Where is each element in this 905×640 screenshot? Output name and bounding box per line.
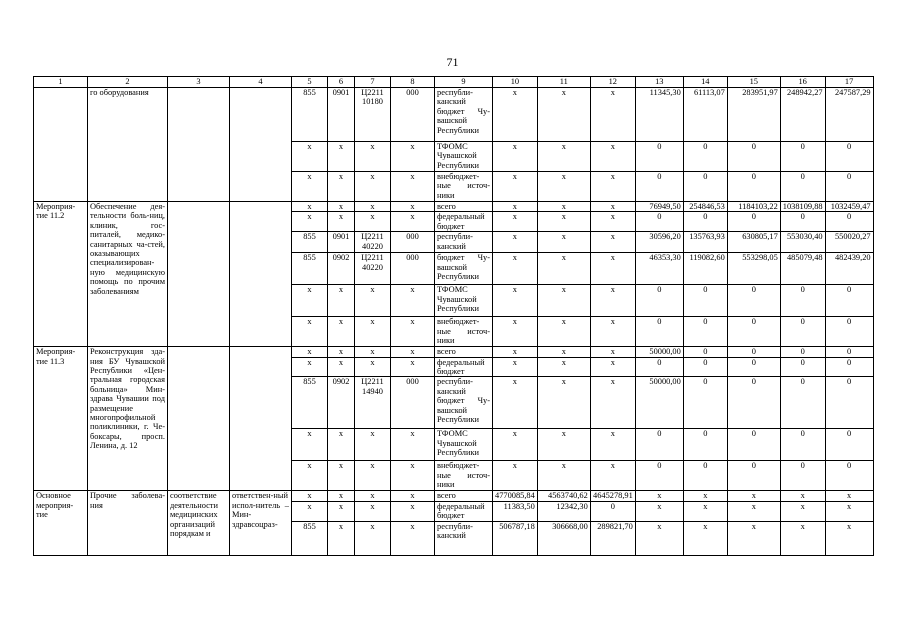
cell-col-17: 0 [825,317,873,347]
cell-col-14: 119082,60 [683,253,727,285]
cell-col-11: x [537,461,590,491]
cell-col-9: всего [435,347,493,357]
table-row [34,491,874,501]
cell-col-12: x [590,202,635,212]
cell-col-10: x [493,142,538,172]
measure-name-cell: Реконструкция зда-ния БУ Чувашской Республики «Цен-тральная городская больница» Мин-здрава Чувашии под размещение многопрофильной поликлиники, г. Че-боксары, просп. Ленина, д. 12 [88,347,168,491]
cell-col-10: x [493,212,538,232]
cell-col-10: x [493,347,538,357]
budget-table [33,76,874,556]
cell-col-17: 0 [825,347,873,357]
cell-col-16: 0 [780,347,825,357]
cell-col-13: 0 [635,142,683,172]
cell-col-11: 306668,00 [537,521,590,555]
cell-col-16: 0 [780,142,825,172]
header-cell: 7 [355,77,391,88]
header-cell: 12 [590,77,635,88]
cell-col-9: федеральный бюджет [435,212,493,232]
cell-col-6: x [328,317,355,347]
cell-col-6: x [328,212,355,232]
cell-col-11: x [537,172,590,202]
cell-col-12: 289821,70 [590,521,635,555]
cell-col-7: x [355,172,391,202]
header-cell: 16 [780,77,825,88]
cell-col-15: 0 [727,377,780,429]
cell-col-16: 0 [780,377,825,429]
cell-col-9: ТФОМС Чувашской Республики [435,285,493,317]
cell-col-7: x [355,317,391,347]
header-cell: 9 [435,77,493,88]
cell-col-8: x [391,285,435,317]
cell-col-13: 50000,00 [635,347,683,357]
cell-col-10: x [493,377,538,429]
cell-col-7: x [355,212,391,232]
cell-col-10: x [493,357,538,377]
cell-col-14: 0 [683,317,727,347]
header-cell: 14 [683,77,727,88]
responsible-cell: ответствен-ный испол-нитель – Мин-здравсоцраз- [230,491,292,555]
cell-col-14: 0 [683,285,727,317]
cell-col-11: x [537,317,590,347]
cell-col-7: x [355,521,391,555]
cell-col-6: x [328,172,355,202]
cell-col-7: x [355,347,391,357]
cell-col-17: 1032459,47 [825,202,873,212]
header-cell: 8 [391,77,435,88]
cell-col-10: x [493,317,538,347]
cell-col-13: x [635,521,683,555]
cell-col-8: x [391,521,435,555]
status-cell: Основное мероприя-тие [34,491,88,555]
cell-col-13: 50000,00 [635,377,683,429]
cell-col-14: 0 [683,429,727,461]
cell-col-5: 855 [292,88,328,142]
cell-col-10: x [493,285,538,317]
cell-col-5: 855 [292,232,328,253]
cell-col-12: x [590,172,635,202]
cell-col-5: x [292,491,328,501]
cell-col-12: x [590,232,635,253]
cell-col-6: 0902 [328,253,355,285]
goal-cell: соответствие деятельности медицинских организаций порядкам и [168,491,230,555]
header-cell: 3 [168,77,230,88]
cell-col-11: 12342,30 [537,501,590,521]
goal-cell [168,202,230,347]
cell-col-5: x [292,501,328,521]
cell-col-11: x [537,285,590,317]
cell-col-7: x [355,142,391,172]
cell-col-13: x [635,501,683,521]
status-cell [34,88,88,202]
cell-col-13: 0 [635,212,683,232]
cell-col-12: x [590,377,635,429]
cell-col-14: x [683,491,727,501]
cell-col-8: 000 [391,88,435,142]
cell-col-15: x [727,501,780,521]
cell-col-17: 0 [825,285,873,317]
goal-cell [168,88,230,202]
cell-col-10: x [493,429,538,461]
cell-col-16: 1038109,88 [780,202,825,212]
cell-col-6: x [328,501,355,521]
responsible-cell [230,347,292,491]
cell-col-7: Ц2211 40220 [355,232,391,253]
cell-col-17: 482439,20 [825,253,873,285]
cell-col-15: 0 [727,429,780,461]
cell-col-8: 000 [391,253,435,285]
cell-col-13: 11345,30 [635,88,683,142]
header-cell: 6 [328,77,355,88]
cell-col-14: 135763,93 [683,232,727,253]
cell-col-10: x [493,172,538,202]
cell-col-6: 0902 [328,377,355,429]
cell-col-14: 0 [683,347,727,357]
cell-col-6: x [328,142,355,172]
cell-col-12: x [590,347,635,357]
cell-col-9: бюджет Чу-вашской Республики [435,253,493,285]
cell-col-15: 0 [727,461,780,491]
cell-col-17: 0 [825,357,873,377]
cell-col-8: x [391,142,435,172]
cell-col-6: x [328,285,355,317]
cell-col-8: x [391,317,435,347]
cell-col-8: x [391,461,435,491]
cell-col-17: 0 [825,377,873,429]
cell-col-5: x [292,461,328,491]
cell-col-9: всего [435,491,493,501]
cell-col-10: x [493,202,538,212]
cell-col-11: x [537,429,590,461]
cell-col-9: внебюджет-ные источ-ники [435,461,493,491]
responsible-cell [230,202,292,347]
cell-col-6: x [328,429,355,461]
cell-col-6: x [328,461,355,491]
cell-col-14: 0 [683,172,727,202]
header-row [34,77,874,88]
cell-col-7: Ц2211 40220 [355,253,391,285]
cell-col-6: x [328,347,355,357]
cell-col-9: внебюджет-ные источ-ники [435,172,493,202]
status-cell: Мероприя-тие 11.3 [34,347,88,491]
cell-col-14: 0 [683,461,727,491]
cell-col-7: Ц2211 10180 [355,88,391,142]
cell-col-17: 0 [825,429,873,461]
cell-col-10: 11383,50 [493,501,538,521]
cell-col-16: x [780,501,825,521]
cell-col-8: 000 [391,232,435,253]
status-cell: Мероприя-тие 11.2 [34,202,88,347]
cell-col-16: 0 [780,429,825,461]
cell-col-14: 61113,07 [683,88,727,142]
cell-col-14: 0 [683,357,727,377]
cell-col-5: x [292,317,328,347]
cell-col-15: 553298,05 [727,253,780,285]
cell-col-5: 855 [292,253,328,285]
header-cell: 5 [292,77,328,88]
cell-col-11: x [537,202,590,212]
cell-col-17: x [825,521,873,555]
cell-col-5: x [292,285,328,317]
measure-name-cell: го оборудования [88,88,168,202]
cell-col-16: 485079,48 [780,253,825,285]
cell-col-11: x [537,232,590,253]
table-body [34,77,874,556]
header-cell: 15 [727,77,780,88]
cell-col-16: 0 [780,212,825,232]
table-row [34,202,874,212]
cell-col-9: внебюджет-ные источ-ники [435,317,493,347]
cell-col-5: x [292,357,328,377]
cell-col-15: x [727,491,780,501]
cell-col-12: x [590,317,635,347]
cell-col-17: 0 [825,172,873,202]
cell-col-8: x [391,501,435,521]
cell-col-13: 0 [635,285,683,317]
cell-col-15: 0 [727,142,780,172]
cell-col-13: 46353,30 [635,253,683,285]
measure-name-cell: Обеспечение дея-тельности боль-ниц, клиник, гос-питалей, медико-санитарных ча-стей, оказывающих специализирован-ную медицинскую помощь по прочим заболеваниям [88,202,168,347]
cell-col-8: x [391,202,435,212]
cell-col-16: 248942,27 [780,88,825,142]
cell-col-14: 0 [683,377,727,429]
cell-col-5: x [292,142,328,172]
cell-col-13: 0 [635,317,683,347]
cell-col-7: Ц2211 14940 [355,377,391,429]
cell-col-10: x [493,253,538,285]
header-cell: 11 [537,77,590,88]
cell-col-5: 855 [292,377,328,429]
cell-col-8: x [391,172,435,202]
cell-col-15: 0 [727,347,780,357]
cell-col-8: x [391,347,435,357]
cell-col-10: x [493,88,538,142]
cell-col-11: x [537,357,590,377]
cell-col-8: x [391,357,435,377]
cell-col-14: x [683,521,727,555]
cell-col-12: x [590,285,635,317]
cell-col-16: 0 [780,357,825,377]
header-cell: 2 [88,77,168,88]
cell-col-15: 283951,97 [727,88,780,142]
cell-col-5: 855 [292,521,328,555]
cell-col-17: 0 [825,212,873,232]
cell-col-10: x [493,461,538,491]
cell-col-12: x [590,142,635,172]
cell-col-12: 4645278,91 [590,491,635,501]
cell-col-13: 0 [635,461,683,491]
cell-col-16: 0 [780,172,825,202]
cell-col-13: 0 [635,172,683,202]
cell-col-15: 0 [727,317,780,347]
cell-col-7: x [355,491,391,501]
cell-col-5: x [292,429,328,461]
cell-col-13: 30596,20 [635,232,683,253]
cell-col-9: ТФОМС Чувашской Республики [435,142,493,172]
cell-col-11: 4563740,62 [537,491,590,501]
cell-col-10: 4770085,84 [493,491,538,501]
header-cell: 1 [34,77,88,88]
cell-col-13: 76949,50 [635,202,683,212]
cell-col-12: x [590,429,635,461]
cell-col-12: 0 [590,501,635,521]
cell-col-7: x [355,357,391,377]
cell-col-16: 0 [780,317,825,347]
table-row [34,88,874,142]
header-cell: 4 [230,77,292,88]
cell-col-8: x [391,212,435,232]
cell-col-17: 0 [825,461,873,491]
cell-col-17: 550020,27 [825,232,873,253]
cell-col-9: федеральный бюджет [435,357,493,377]
cell-col-12: x [590,461,635,491]
cell-col-15: 0 [727,285,780,317]
cell-col-15: x [727,521,780,555]
cell-col-8: x [391,429,435,461]
cell-col-15: 0 [727,212,780,232]
cell-col-13: x [635,491,683,501]
cell-col-17: x [825,491,873,501]
cell-col-14: 0 [683,142,727,172]
cell-col-15: 0 [727,357,780,377]
goal-cell [168,347,230,491]
cell-col-9: республи-канский [435,521,493,555]
cell-col-10: 506787,18 [493,521,538,555]
page-number: 71 [446,55,459,69]
cell-col-16: x [780,521,825,555]
measure-name-cell: Прочие заболева-ния [88,491,168,555]
cell-col-5: x [292,212,328,232]
cell-col-6: x [328,521,355,555]
table-row [34,347,874,357]
cell-col-14: 254846,53 [683,202,727,212]
cell-col-16: x [780,491,825,501]
cell-col-15: 630805,17 [727,232,780,253]
header-cell: 10 [493,77,538,88]
cell-col-15: 0 [727,172,780,202]
cell-col-6: x [328,491,355,501]
cell-col-16: 553030,40 [780,232,825,253]
cell-col-12: x [590,253,635,285]
cell-col-5: x [292,172,328,202]
cell-col-17: 247587,29 [825,88,873,142]
cell-col-7: x [355,501,391,521]
cell-col-6: x [328,357,355,377]
cell-col-15: 1184103,22 [727,202,780,212]
cell-col-7: x [355,429,391,461]
cell-col-16: 0 [780,285,825,317]
cell-col-9: всего [435,202,493,212]
cell-col-5: x [292,347,328,357]
cell-col-9: республи-канский [435,232,493,253]
cell-col-13: 0 [635,429,683,461]
cell-col-17: x [825,501,873,521]
cell-col-11: x [537,142,590,172]
cell-col-12: x [590,88,635,142]
cell-col-8: x [391,491,435,501]
cell-col-11: x [537,88,590,142]
cell-col-14: x [683,501,727,521]
cell-col-9: республи-канский бюджет Чу-вашской Республики [435,377,493,429]
cell-col-13: 0 [635,357,683,377]
cell-col-11: x [537,212,590,232]
cell-col-10: x [493,232,538,253]
cell-col-17: 0 [825,142,873,172]
cell-col-12: x [590,357,635,377]
cell-col-9: федеральный бюджет [435,501,493,521]
cell-col-9: ТФОМС Чувашской Республики [435,429,493,461]
cell-col-7: x [355,461,391,491]
cell-col-9: республи-канский бюджет Чу-вашской Республики [435,88,493,142]
cell-col-7: x [355,202,391,212]
cell-col-7: x [355,285,391,317]
cell-col-5: x [292,202,328,212]
cell-col-8: 000 [391,377,435,429]
cell-col-14: 0 [683,212,727,232]
responsible-cell [230,88,292,202]
header-cell: 13 [635,77,683,88]
cell-col-11: x [537,253,590,285]
cell-col-6: 0901 [328,88,355,142]
cell-col-12: x [590,212,635,232]
cell-col-11: x [537,347,590,357]
cell-col-6: 0901 [328,232,355,253]
cell-col-16: 0 [780,461,825,491]
cell-col-6: x [328,202,355,212]
cell-col-11: x [537,377,590,429]
header-cell: 17 [825,77,873,88]
